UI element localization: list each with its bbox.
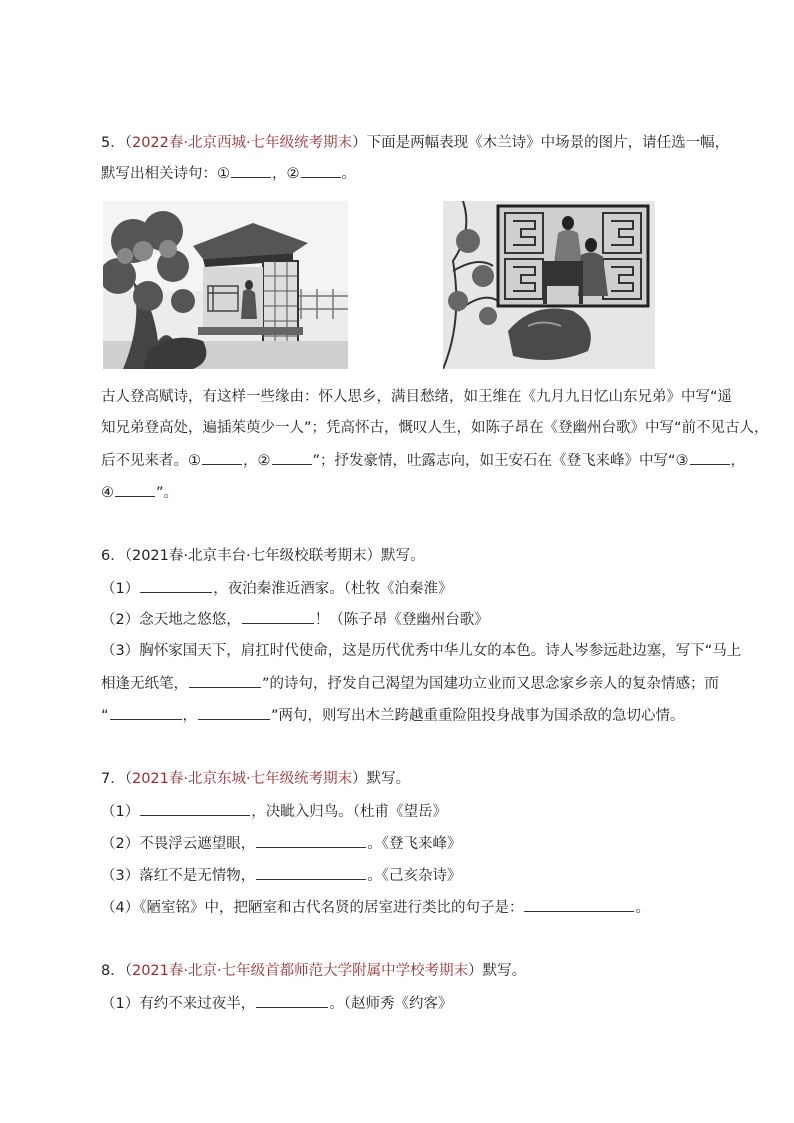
answer-blank[interactable] [115, 482, 155, 497]
q7-source: 2021春·北京东城·七年级统考期末 [131, 771, 353, 787]
answer-blank[interactable] [690, 450, 730, 465]
answer-blank[interactable] [231, 163, 271, 178]
answer-blank[interactable] [202, 450, 242, 465]
q7-item-2: （2）不畏浮云遮望眼， 。《登飞来峰》 [101, 833, 461, 854]
q5-paragraph-line1: 古人登高赋诗，有这样一些缘由：怀人思乡，满目愁绪，如王维在《九月九日忆山东兄弟》中写“遥 [101, 389, 733, 405]
q5-prompt-line2: 默写出相关诗句：① ，② 。 [101, 163, 356, 184]
q5-number: 5．（ [101, 135, 132, 151]
q5-paragraph-line2: 知兄弟登高处，遍插茱萸少一人”；凭高怀古，慨叹人生，如陈子昂在《登幽州台歌》中写“前不见古人， [101, 420, 769, 436]
illustration-weaving-scene [103, 201, 348, 369]
q8-source: 2021春·北京·七年级首都师范大学附属中学校考期末 [131, 963, 469, 979]
answer-blank[interactable] [140, 801, 250, 816]
q6-heading: 6．（2021春·北京丰台·七年级校联考期末）默写。 [101, 548, 425, 564]
q6-item-3-line3: “ ， ”两句，则写出木兰跨越重重险阻投身战事为国杀敌的急切心情。 [101, 705, 685, 726]
q7-item-3: （3）落红不是无情物， 。《己亥杂诗》 [101, 865, 461, 886]
q5-source: 2022春·北京西城·七年级统考期末 [131, 135, 353, 151]
q5-paragraph-line4: ④ ”。 [101, 482, 178, 503]
q6-item-1: （1） ，夜泊秦淮近酒家。（杜牧《泊秦淮》 [101, 578, 452, 599]
answer-blank[interactable] [256, 865, 366, 880]
q7-heading: 7．（2021春·北京东城·七年级统考期末）默写。 [101, 771, 411, 787]
q8-heading: 8．（2021春·北京·七年级首都师范大学附属中学校考期末）默写。 [101, 963, 527, 979]
answer-blank[interactable] [242, 609, 314, 624]
answer-blank[interactable] [140, 578, 212, 593]
answer-blank[interactable] [272, 450, 312, 465]
answer-blank[interactable] [524, 897, 634, 912]
answer-blank[interactable] [256, 833, 366, 848]
q6-item-3-line1: （3）胸怀家国天下，肩扛时代使命，这是历代优秀中华儿女的本色。诗人岑参远赴边塞，写下“马上 [101, 643, 742, 659]
answer-blank[interactable] [189, 673, 261, 688]
q7-item-1: （1） ，决眦入归鸟。（杜甫《望岳》 [101, 801, 447, 822]
answer-blank[interactable] [110, 705, 182, 720]
answer-blank[interactable] [198, 705, 270, 720]
q8-item-1: （1）有约不来过夜半， 。（赵师秀《约客》 [101, 993, 452, 1014]
answer-blank[interactable] [301, 163, 341, 178]
illustration-dressing-scene [443, 201, 655, 369]
q5-paragraph-line3: 后不见来者。① ，② ”；抒发豪情，吐露志向，如王安石在《登飞来峰》中写“③ ， [101, 450, 745, 471]
q6-item-3-line2: 相逢无纸笔， ”的诗句，抒发自己渴望为国建功立业而又思念家乡亲人的复杂情感；而 [101, 673, 719, 694]
answer-blank[interactable] [256, 993, 328, 1008]
q7-item-4: （4）《陋室铭》中，把陋室和古代名贤的居室进行类比的句子是： 。 [101, 897, 650, 918]
q5-prompt-line1: 5．（2022春·北京西城·七年级统考期末）下面是两幅表现《木兰诗》中场景的图片，请任选一幅， [101, 135, 730, 151]
q6-item-2: （2）念天地之悠悠， ！（陈子昂《登幽州台歌》 [101, 609, 489, 630]
